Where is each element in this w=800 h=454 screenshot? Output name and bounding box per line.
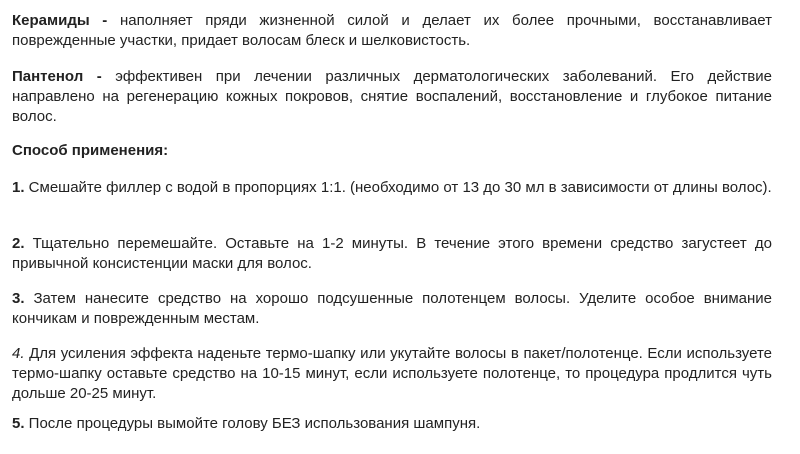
step-number: 1.: [12, 179, 25, 196]
ingredient-ceramides: [12, 11, 772, 51]
ingredient-description: эффективен при лечении различных дерматологических заболеваний. Его действие направлено на регенерацию кожных покровов, снятие воспалений, восстановление и глубокое питание волос.: [12, 68, 773, 125]
usage-step-1: [12, 178, 772, 198]
step-text: Тщательно перемешайте. Оставьте на 1-2 минуты. В течение этого времени средство загустеет до привычной консистенции маски для волос.: [12, 235, 772, 272]
step-number: 2.: [12, 235, 25, 252]
ingredient-description: наполняет пряди жизненной силой и делает их более прочными, восстанавливает поврежденные участки, придает волосам блеск и шелковистость.: [12, 12, 772, 49]
usage-heading: Способ применения:: [12, 142, 169, 159]
step-text: Для усиления эффекта наденьте термо-шапку или укутайте волосы в пакет/полотенце. Если используете термо-шапку оставьте средство на 10-15 минут, если используете полотенце, то процедура продлится чуть дольше 20-25 минут.: [12, 345, 772, 402]
ingredient-term: Керамиды -: [12, 12, 108, 29]
step-text: Смешайте филлер с водой в пропорциях 1:1. (необходимо от 13 до 30 мл в зависимости от длины волос).: [24, 179, 772, 196]
step-text: После процедуры вымойте голову БЕЗ использования шампуня.: [24, 415, 481, 432]
ingredient-panthenol: [12, 67, 772, 127]
usage-step-5: [12, 414, 772, 434]
usage-step-4: [12, 344, 772, 404]
step-number: 4.: [12, 345, 25, 362]
step-text: Затем нанесите средство на хорошо подсушенные полотенцем волосы. Уделите особое внимание кончикам и поврежденным местам.: [12, 290, 772, 327]
step-number: 3.: [12, 290, 25, 307]
usage-step-2: [12, 234, 772, 274]
step-number: 5.: [12, 415, 25, 432]
usage-step-3: [12, 289, 772, 329]
ingredient-term: Пантенол -: [12, 68, 102, 85]
